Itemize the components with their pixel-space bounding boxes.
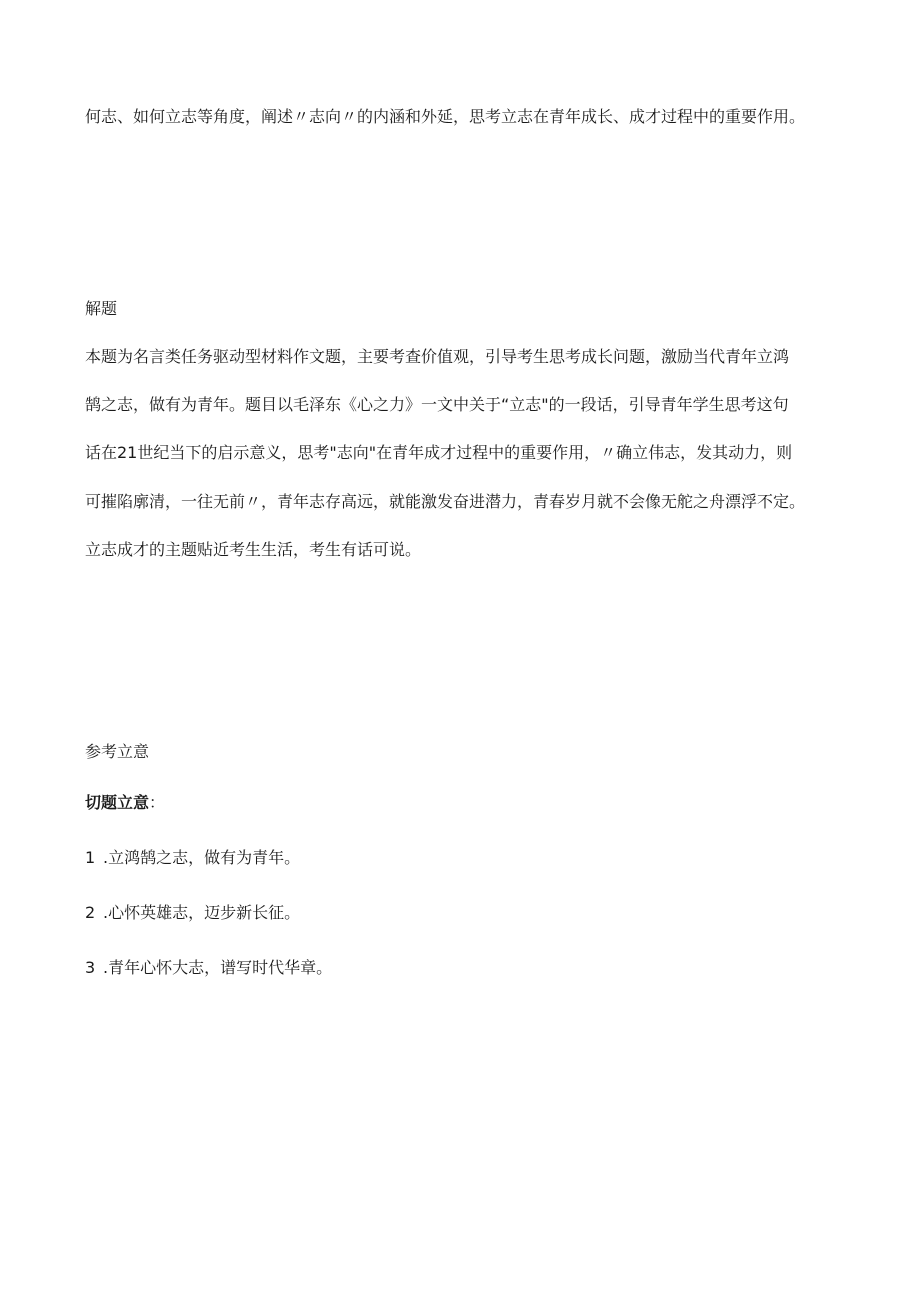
analysis-heading: 解题 xyxy=(85,299,118,318)
item-text: .心怀英雄志，迈步新长征。 xyxy=(103,903,301,922)
analysis-line-5: 立志成才的主题贴近考生生活，考生有话可说。 xyxy=(85,540,422,559)
subheading-colon: ： xyxy=(149,793,166,812)
reference-item-2 xyxy=(85,902,300,924)
reference-item-3 xyxy=(85,957,332,979)
item-number: 1 xyxy=(85,848,96,867)
analysis-line-2: 鹄之志，做有为青年。题目以毛泽东《心之力》一文中关于“立志"的一段话，引导青年学生思考这句 xyxy=(85,395,789,414)
analysis-line-3: 话在21世纪当下的启示意义，思考"志向"在青年成才过程中的重要作用，〃确立伟志，发其动力，则 xyxy=(85,443,793,462)
reference-heading: 参考立意 xyxy=(85,742,150,761)
reference-subheading xyxy=(85,792,165,814)
item-number: 2 xyxy=(85,903,96,922)
subheading-label: 切题立意 xyxy=(85,793,150,812)
item-text: .青年心怀大志，谱写时代华章。 xyxy=(103,958,333,977)
intro-paragraph-line: 何志、如何立志等角度，阐述〃志向〃的内涵和外延，思考立志在青年成长、成才过程中的重要作用。 xyxy=(85,107,806,126)
reference-item-1 xyxy=(85,847,300,869)
analysis-line-1: 本题为名言类任务驱动型材料作文题，主要考查价值观，引导考生思考成长问题，激励当代青年立鸿 xyxy=(85,347,790,366)
analysis-line-4: 可摧陷廓清，一往无前〃，青年志存高远，就能激发奋进潜力，青春岁月就不会像无舵之舟漂浮不定。 xyxy=(85,492,806,511)
item-number: 3 xyxy=(85,958,96,977)
item-text: .立鸿鹄之志，做有为青年。 xyxy=(103,848,301,867)
